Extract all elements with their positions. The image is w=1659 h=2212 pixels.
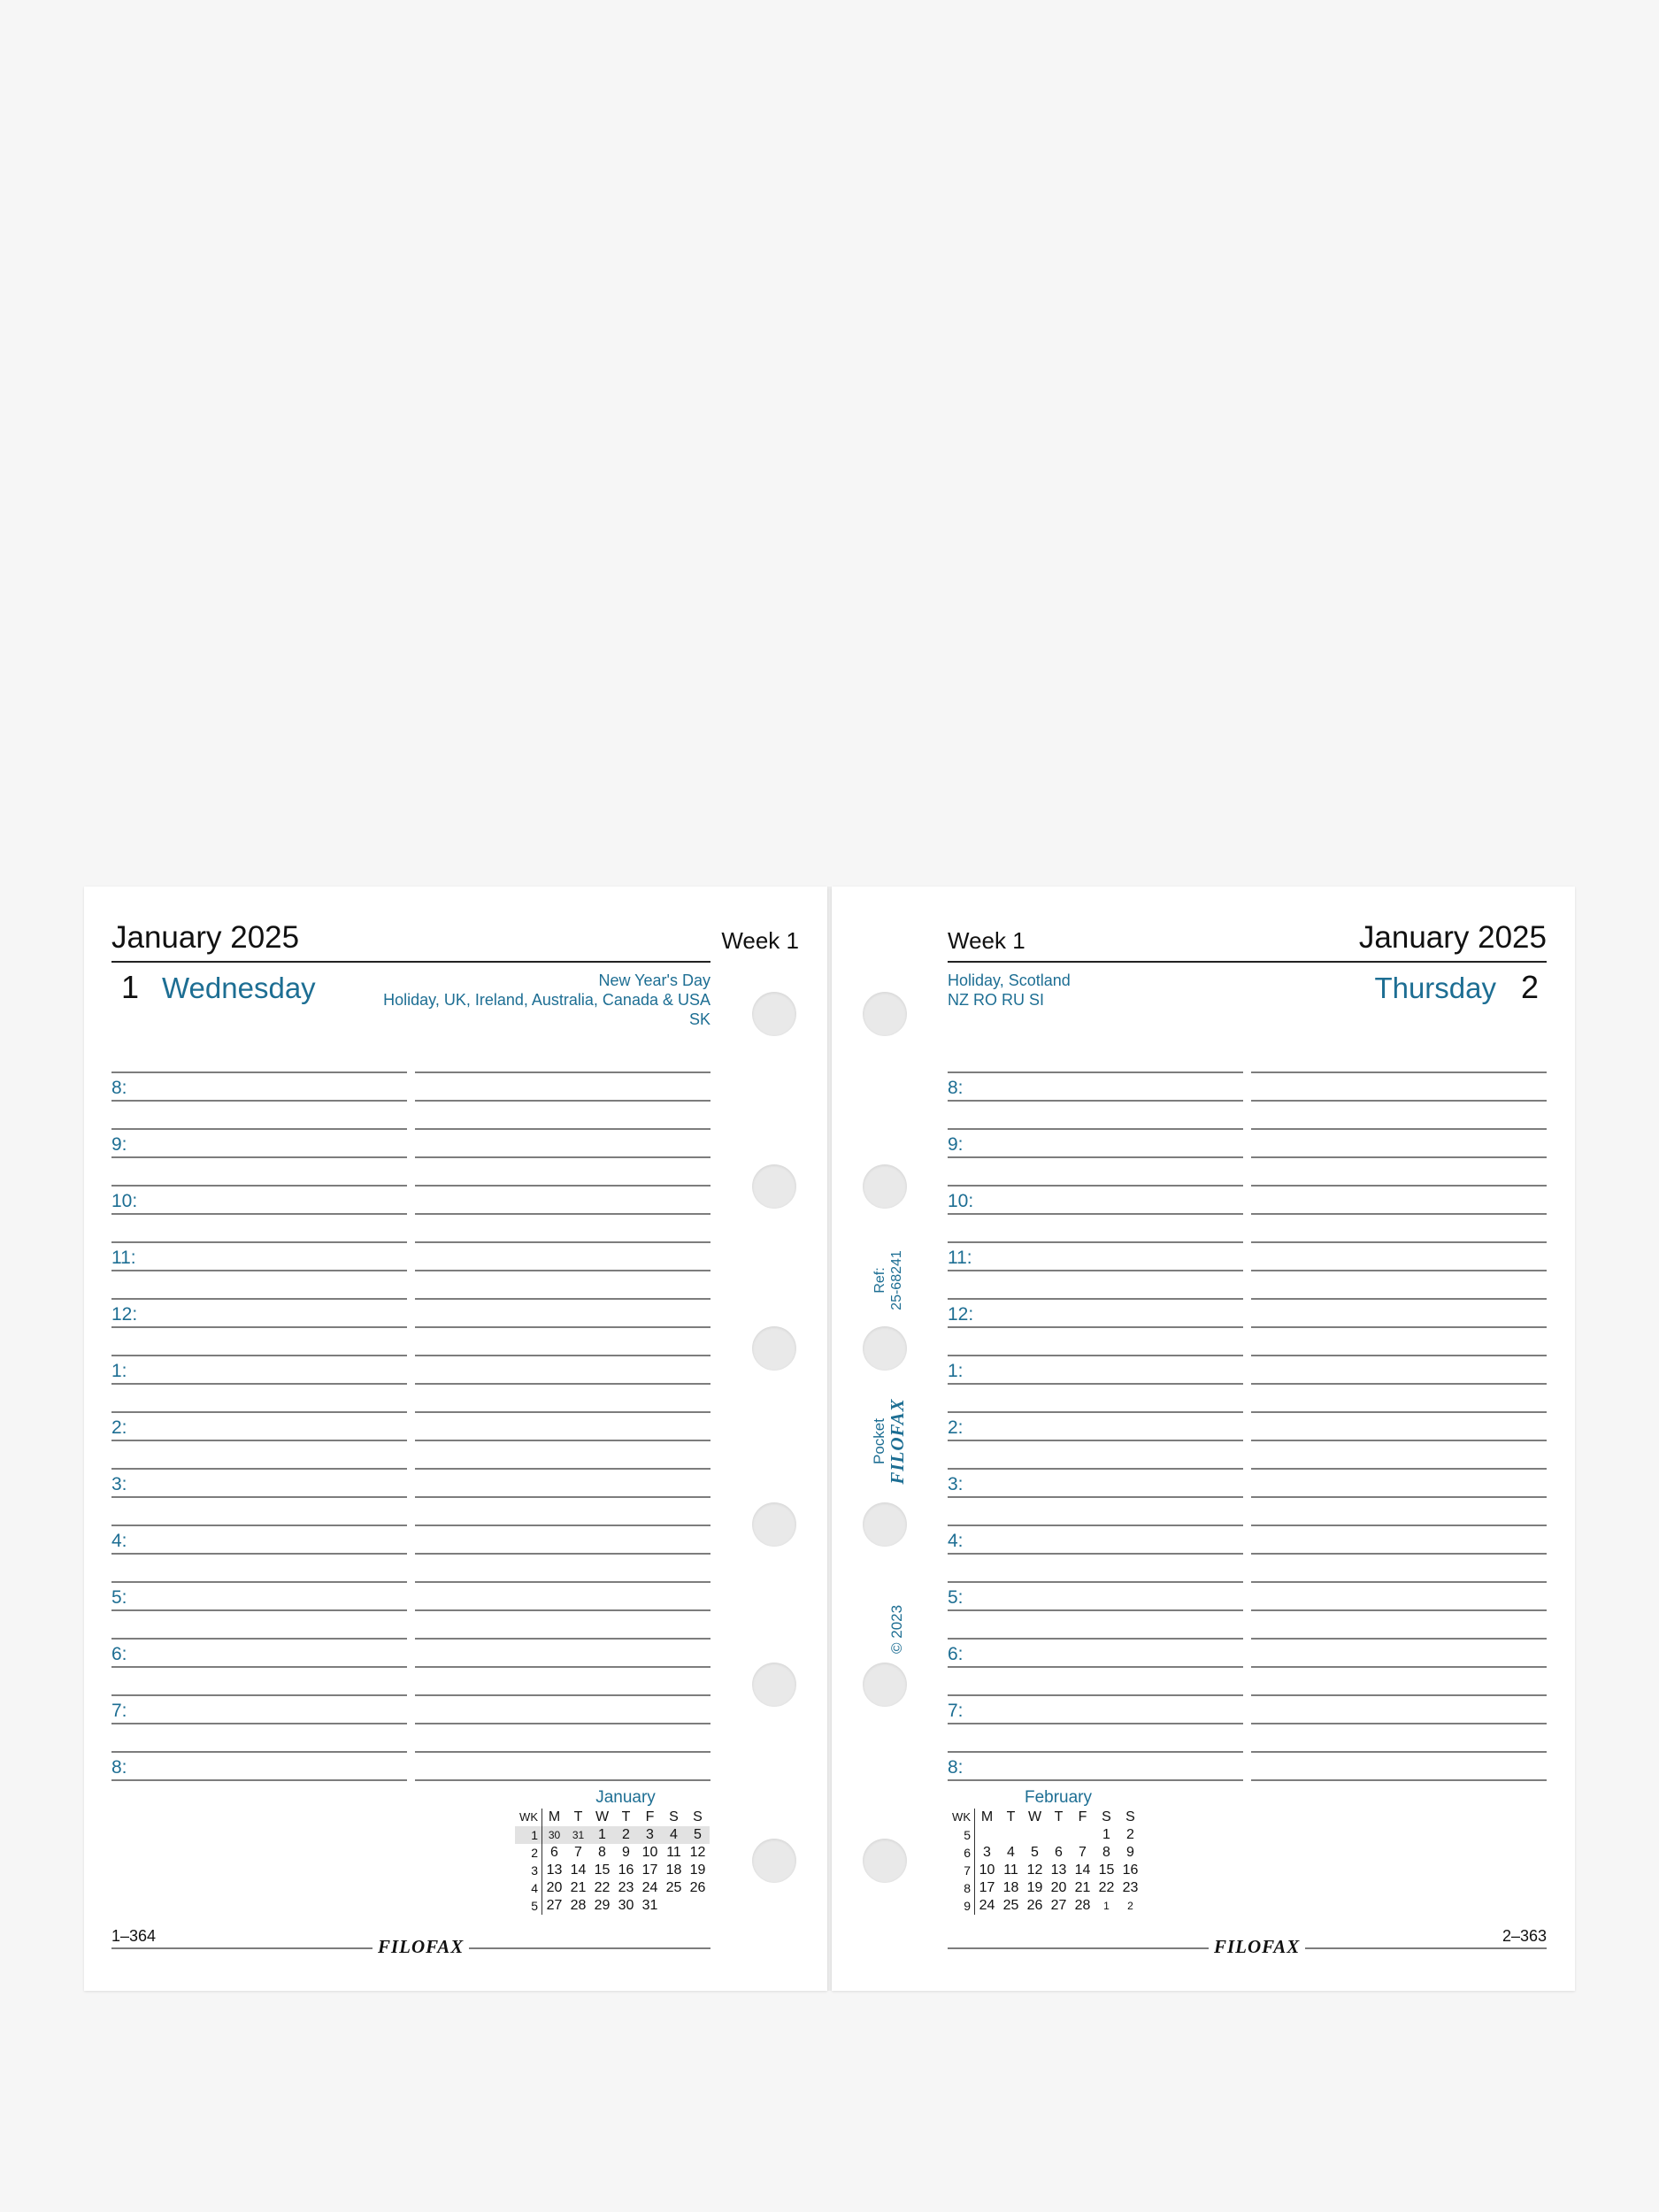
writing-line[interactable]: [111, 1468, 407, 1470]
writing-line[interactable]: [1251, 1694, 1547, 1696]
writing-line[interactable]: [948, 1326, 1243, 1328]
writing-line[interactable]: [415, 1298, 710, 1300]
binder-hole: [863, 1663, 907, 1707]
writing-line[interactable]: [1251, 1751, 1547, 1753]
writing-line[interactable]: [1251, 1355, 1547, 1356]
spine-brand: [871, 1388, 908, 1494]
calendar-day: 17: [641, 1863, 658, 1878]
binder-hole: [752, 1502, 796, 1547]
filofax-logo: FILOFAX: [373, 1936, 469, 1958]
calendar-day: 27: [546, 1898, 563, 1913]
writing-line[interactable]: [415, 1213, 710, 1215]
calendar-day: 12: [689, 1845, 706, 1860]
writing-line[interactable]: [948, 1751, 1243, 1753]
writing-line[interactable]: [111, 1553, 407, 1555]
writing-line[interactable]: [948, 1355, 1243, 1356]
weekday-header: T: [621, 1809, 631, 1824]
writing-line[interactable]: [111, 1694, 407, 1696]
hour-label: 7:: [111, 1701, 127, 1721]
reference-code: [872, 1236, 907, 1325]
mini-calendar-week-row: [948, 1879, 1142, 1897]
hour-label: 8:: [948, 1078, 964, 1098]
hour-label: 11:: [948, 1248, 972, 1268]
writing-line[interactable]: [948, 1383, 1243, 1385]
calendar-day: 25: [665, 1880, 682, 1895]
writing-line[interactable]: [415, 1723, 710, 1724]
writing-line[interactable]: [415, 1468, 710, 1470]
writing-line[interactable]: [948, 1694, 1243, 1696]
calendar-day: [999, 1826, 1023, 1844]
calendar-day: 8: [598, 1845, 606, 1860]
calendar-day: 30: [618, 1898, 634, 1913]
week-label: Week 1: [721, 927, 799, 954]
hour-label: 3:: [111, 1474, 127, 1494]
mini-calendar-week-row: [948, 1897, 1142, 1915]
week-number: 5: [515, 1897, 542, 1915]
week-number: 8: [948, 1879, 975, 1897]
hour-label: 9:: [948, 1134, 964, 1155]
weekday-header: T: [1006, 1809, 1016, 1824]
calendar-day: 26: [1026, 1898, 1043, 1913]
calendar-day: 1: [1102, 1827, 1110, 1842]
writing-line[interactable]: [111, 1723, 407, 1724]
calendar-day: 4: [670, 1827, 678, 1842]
writing-line[interactable]: [111, 1638, 407, 1640]
calendar-day: [662, 1897, 686, 1915]
calendar-day: 25: [1002, 1898, 1019, 1913]
writing-line[interactable]: [111, 1581, 407, 1583]
writing-line[interactable]: [415, 1071, 710, 1073]
ref-label: Ref:: [872, 1267, 887, 1294]
week-column-header: WK: [948, 1809, 975, 1826]
header-rule: [111, 961, 710, 963]
day-name: Wednesday: [162, 972, 316, 1004]
writing-line[interactable]: [111, 1156, 407, 1158]
calendar-day: 11: [666, 1845, 681, 1860]
spine-logo: FILOFAX: [887, 1398, 908, 1485]
hour-label: 7:: [948, 1701, 964, 1721]
weekday-header: S: [1125, 1809, 1135, 1824]
writing-line[interactable]: [1251, 1468, 1547, 1470]
calendar-day: 9: [1126, 1845, 1134, 1860]
weekday-header: F: [645, 1809, 655, 1824]
writing-line[interactable]: [415, 1156, 710, 1158]
hour-label: 5:: [948, 1587, 964, 1608]
writing-line[interactable]: [111, 1241, 407, 1243]
writing-line[interactable]: [111, 1525, 407, 1526]
writing-line[interactable]: [1251, 1581, 1547, 1583]
holiday-notes: [383, 971, 710, 1029]
writing-line[interactable]: [111, 1326, 407, 1328]
writing-line[interactable]: [948, 1638, 1243, 1640]
writing-line[interactable]: [415, 1270, 710, 1271]
hour-label: 3:: [948, 1474, 964, 1494]
calendar-day: 18: [665, 1863, 682, 1878]
calendar-day: 22: [1098, 1880, 1115, 1895]
calendar-day: 21: [1074, 1880, 1091, 1895]
writing-line[interactable]: [948, 1185, 1243, 1187]
calendar-day: 1: [1103, 1900, 1110, 1912]
hour-label: 6:: [948, 1644, 964, 1664]
holiday-line: Holiday, UK, Ireland, Australia, Canada & USA: [383, 991, 710, 1009]
week-label: Week 1: [948, 927, 1025, 954]
calendar-day: 15: [1098, 1863, 1115, 1878]
writing-line[interactable]: [1251, 1638, 1547, 1640]
binder-hole: [863, 1326, 907, 1371]
writing-line[interactable]: [948, 1270, 1243, 1271]
writing-line[interactable]: [415, 1751, 710, 1753]
calendar-day: 2: [1126, 1827, 1134, 1842]
binder-hole: [752, 1839, 796, 1883]
mini-calendar-title: February: [1024, 1788, 1093, 1807]
calendar-day: 5: [1031, 1845, 1039, 1860]
calendar-day: 10: [979, 1863, 995, 1878]
hour-label: 6:: [111, 1644, 127, 1664]
writing-line[interactable]: [415, 1411, 710, 1413]
writing-line[interactable]: [415, 1326, 710, 1328]
calendar-day: 28: [570, 1898, 587, 1913]
writing-line[interactable]: [948, 1468, 1243, 1470]
binder-hole: [863, 1502, 907, 1547]
weekday-header: M: [980, 1809, 994, 1824]
calendar-day: 24: [979, 1898, 995, 1913]
calendar-day: 11: [1003, 1863, 1018, 1878]
writing-line[interactable]: [1251, 1779, 1547, 1781]
hour-label: 1:: [948, 1361, 964, 1381]
calendar-day: 24: [641, 1880, 658, 1895]
calendar-day: 18: [1002, 1880, 1019, 1895]
day-number: 2: [1520, 969, 1539, 1005]
writing-line[interactable]: [111, 1440, 407, 1441]
writing-line[interactable]: [1251, 1666, 1547, 1668]
hour-label: 10:: [948, 1191, 974, 1211]
weekday-header: W: [595, 1809, 610, 1824]
writing-line[interactable]: [948, 1525, 1243, 1526]
week-number: 4: [515, 1879, 542, 1897]
hour-label: 5:: [111, 1587, 127, 1608]
writing-line[interactable]: [948, 1666, 1243, 1668]
hour-label: 4:: [111, 1531, 127, 1551]
writing-line[interactable]: [1251, 1270, 1547, 1271]
week-number: 2: [515, 1844, 542, 1862]
page-code: 2–363: [1502, 1927, 1547, 1945]
calendar-day: [686, 1897, 710, 1915]
writing-line[interactable]: [948, 1298, 1243, 1300]
calendar-day: 16: [618, 1863, 634, 1878]
writing-line[interactable]: [111, 1496, 407, 1498]
weekday-header: W: [1027, 1809, 1042, 1824]
week-number: 1: [515, 1826, 542, 1844]
writing-line[interactable]: [1251, 1525, 1547, 1526]
writing-line[interactable]: [948, 1071, 1243, 1073]
writing-line[interactable]: [415, 1638, 710, 1640]
hour-label: 2:: [111, 1417, 127, 1438]
writing-line[interactable]: [1251, 1128, 1547, 1130]
writing-line[interactable]: [111, 1298, 407, 1300]
hour-label: 8:: [948, 1757, 964, 1778]
holiday-line: New Year's Day: [598, 972, 710, 989]
writing-line[interactable]: [948, 1553, 1243, 1555]
hour-label: 9:: [111, 1134, 127, 1155]
writing-line[interactable]: [415, 1128, 710, 1130]
holiday-line: NZ RO RU SI: [948, 991, 1045, 1009]
calendar-day: 28: [1074, 1898, 1091, 1913]
writing-line[interactable]: [415, 1496, 710, 1498]
calendar-day: 23: [618, 1880, 634, 1895]
calendar-day: 10: [641, 1845, 658, 1860]
writing-line[interactable]: [1251, 1156, 1547, 1158]
hour-label: 8:: [111, 1078, 127, 1098]
calendar-day: 2: [622, 1827, 630, 1842]
writing-line[interactable]: [948, 1213, 1243, 1215]
mini-calendar-week-row: [948, 1826, 1142, 1844]
writing-line[interactable]: [948, 1723, 1243, 1724]
writing-line[interactable]: [948, 1241, 1243, 1243]
mini-calendar-week-row: [515, 1826, 710, 1844]
writing-line[interactable]: [415, 1779, 710, 1781]
calendar-day: 6: [550, 1845, 558, 1860]
writing-line[interactable]: [1251, 1411, 1547, 1413]
calendar-day: [1047, 1826, 1071, 1844]
calendar-day: 20: [546, 1880, 563, 1895]
writing-line[interactable]: [1251, 1100, 1547, 1102]
writing-line[interactable]: [415, 1694, 710, 1696]
calendar-day: 29: [594, 1898, 611, 1913]
writing-line[interactable]: [1251, 1298, 1547, 1300]
day-number: 1: [121, 969, 140, 1005]
calendar-day: 22: [594, 1880, 611, 1895]
writing-line[interactable]: [948, 1128, 1243, 1130]
writing-line[interactable]: [1251, 1241, 1547, 1243]
writing-line[interactable]: [111, 1666, 407, 1668]
writing-line[interactable]: [1251, 1609, 1547, 1611]
week-number: 7: [948, 1862, 975, 1879]
calendar-day: 23: [1122, 1880, 1139, 1895]
mini-calendar-january: [515, 1787, 710, 1915]
writing-line[interactable]: [415, 1666, 710, 1668]
writing-line[interactable]: [948, 1100, 1243, 1102]
month-title: January 2025: [1358, 920, 1547, 955]
writing-line[interactable]: [415, 1525, 710, 1526]
mini-calendar-week-row: [515, 1879, 710, 1897]
writing-line[interactable]: [415, 1383, 710, 1385]
writing-line[interactable]: [415, 1355, 710, 1356]
writing-line[interactable]: [948, 1156, 1243, 1158]
writing-line[interactable]: [111, 1751, 407, 1753]
mini-calendar-title: January: [595, 1788, 656, 1807]
calendar-day: 4: [1007, 1845, 1015, 1860]
calendar-day: 21: [570, 1880, 587, 1895]
calendar-day: 6: [1055, 1845, 1063, 1860]
calendar-day: 14: [1074, 1863, 1091, 1878]
mini-calendar-header: [948, 1809, 1142, 1826]
calendar-day: 15: [594, 1863, 611, 1878]
hour-label: 10:: [111, 1191, 138, 1211]
writing-line[interactable]: [948, 1779, 1243, 1781]
page-code: 1–364: [111, 1927, 157, 1945]
weekday-header: F: [1078, 1809, 1087, 1824]
week-number: 6: [948, 1844, 975, 1862]
calendar-day: 16: [1122, 1863, 1139, 1878]
writing-line[interactable]: [111, 1355, 407, 1356]
writing-line[interactable]: [1251, 1071, 1547, 1073]
copyright: © 2023: [888, 1604, 905, 1654]
calendar-day: 13: [1050, 1863, 1067, 1878]
writing-line[interactable]: [1251, 1383, 1547, 1385]
hour-label: 2:: [948, 1417, 964, 1438]
writing-line[interactable]: [111, 1270, 407, 1271]
writing-line[interactable]: [415, 1553, 710, 1555]
weekday-header: M: [548, 1809, 561, 1824]
writing-line[interactable]: [948, 1581, 1243, 1583]
calendar-day: 17: [979, 1880, 995, 1895]
writing-line[interactable]: [948, 1411, 1243, 1413]
writing-line[interactable]: [111, 1100, 407, 1102]
calendar-day: 9: [622, 1845, 630, 1860]
calendar-day: 12: [1026, 1863, 1043, 1878]
ref-code: 25-68241: [889, 1250, 904, 1310]
filofax-logo: FILOFAX: [1209, 1936, 1305, 1958]
writing-line[interactable]: [1251, 1440, 1547, 1441]
writing-line[interactable]: [111, 1071, 407, 1073]
writing-line[interactable]: [111, 1185, 407, 1187]
hour-label: 12:: [948, 1304, 974, 1325]
binder-hole: [863, 1839, 907, 1883]
calendar-day: [1023, 1826, 1047, 1844]
calendar-day: 14: [570, 1863, 587, 1878]
writing-line[interactable]: [948, 1440, 1243, 1441]
weekday-header: T: [1054, 1809, 1064, 1824]
right-diary-page: [832, 887, 1575, 1991]
calendar-day: [1071, 1826, 1094, 1844]
calendar-day: 2: [1127, 1900, 1133, 1912]
binder-hole: [752, 1326, 796, 1371]
writing-line[interactable]: [1251, 1496, 1547, 1498]
writing-line[interactable]: [111, 1609, 407, 1611]
week-number: 3: [515, 1862, 542, 1879]
writing-line[interactable]: [948, 1609, 1243, 1611]
calendar-day: 3: [983, 1845, 991, 1860]
hour-label: 1:: [111, 1361, 127, 1381]
mini-calendar-week-row: [948, 1844, 1142, 1862]
weekday-header: S: [669, 1809, 679, 1824]
calendar-day: 7: [574, 1845, 582, 1860]
day-name: Thursday: [1374, 972, 1496, 1004]
writing-line[interactable]: [415, 1100, 710, 1102]
calendar-day: 13: [546, 1863, 563, 1878]
binder-hole: [752, 1164, 796, 1209]
calendar-day: 7: [1079, 1845, 1087, 1860]
binder-hole: [752, 992, 796, 1036]
calendar-day: 3: [646, 1827, 654, 1842]
week-column-header: WK: [515, 1809, 542, 1826]
calendar-day: 19: [689, 1863, 706, 1878]
hour-label: 11:: [111, 1248, 136, 1268]
writing-line[interactable]: [111, 1128, 407, 1130]
month-title: January 2025: [111, 920, 300, 955]
hour-label: 8:: [111, 1757, 127, 1778]
binder-hole: [752, 1663, 796, 1707]
writing-line[interactable]: [111, 1213, 407, 1215]
mini-calendar-week-row: [515, 1897, 710, 1915]
mini-calendar-week-row: [515, 1844, 710, 1862]
writing-line[interactable]: [415, 1581, 710, 1583]
mini-calendar-week-row: [948, 1862, 1142, 1879]
mini-calendar-header: [515, 1809, 710, 1826]
week-number: 5: [948, 1826, 975, 1844]
weekday-header: T: [573, 1809, 583, 1824]
writing-line[interactable]: [415, 1440, 710, 1441]
writing-line[interactable]: [111, 1383, 407, 1385]
holiday-line: SK: [688, 1010, 710, 1028]
writing-line[interactable]: [948, 1496, 1243, 1498]
calendar-day: [975, 1826, 999, 1844]
calendar-day: 27: [1050, 1898, 1067, 1913]
writing-line[interactable]: [1251, 1553, 1547, 1555]
binder-hole: [863, 1164, 907, 1209]
calendar-day: 20: [1050, 1880, 1067, 1895]
left-diary-page: [84, 887, 827, 1991]
writing-line[interactable]: [1251, 1185, 1547, 1187]
writing-line[interactable]: [1251, 1326, 1547, 1328]
calendar-day: 30: [548, 1829, 561, 1841]
holiday-notes: [948, 971, 1071, 1010]
hour-label: 4:: [948, 1531, 964, 1551]
writing-line[interactable]: [1251, 1723, 1547, 1724]
hour-label: 12:: [111, 1304, 138, 1325]
calendar-day: 5: [694, 1827, 702, 1842]
writing-line[interactable]: [415, 1241, 710, 1243]
calendar-day: 19: [1026, 1880, 1043, 1895]
binder-hole: [863, 992, 907, 1036]
calendar-day: 8: [1102, 1845, 1110, 1860]
size-label: Pocket: [871, 1418, 887, 1464]
writing-line[interactable]: [1251, 1213, 1547, 1215]
writing-line[interactable]: [415, 1609, 710, 1611]
holiday-line: Holiday, Scotland: [948, 972, 1071, 989]
weekday-header: S: [693, 1809, 703, 1824]
weekday-header: S: [1102, 1809, 1111, 1824]
writing-line[interactable]: [111, 1779, 407, 1781]
week-number: 9: [948, 1897, 975, 1915]
calendar-day: 1: [598, 1827, 606, 1842]
calendar-day: 26: [689, 1880, 706, 1895]
mini-calendar-february: [948, 1787, 1142, 1915]
writing-line[interactable]: [111, 1411, 407, 1413]
writing-line[interactable]: [415, 1185, 710, 1187]
header-rule: [948, 961, 1547, 963]
calendar-day: 31: [641, 1898, 658, 1913]
mini-calendar-week-row: [515, 1862, 710, 1879]
calendar-day: 31: [572, 1829, 585, 1841]
